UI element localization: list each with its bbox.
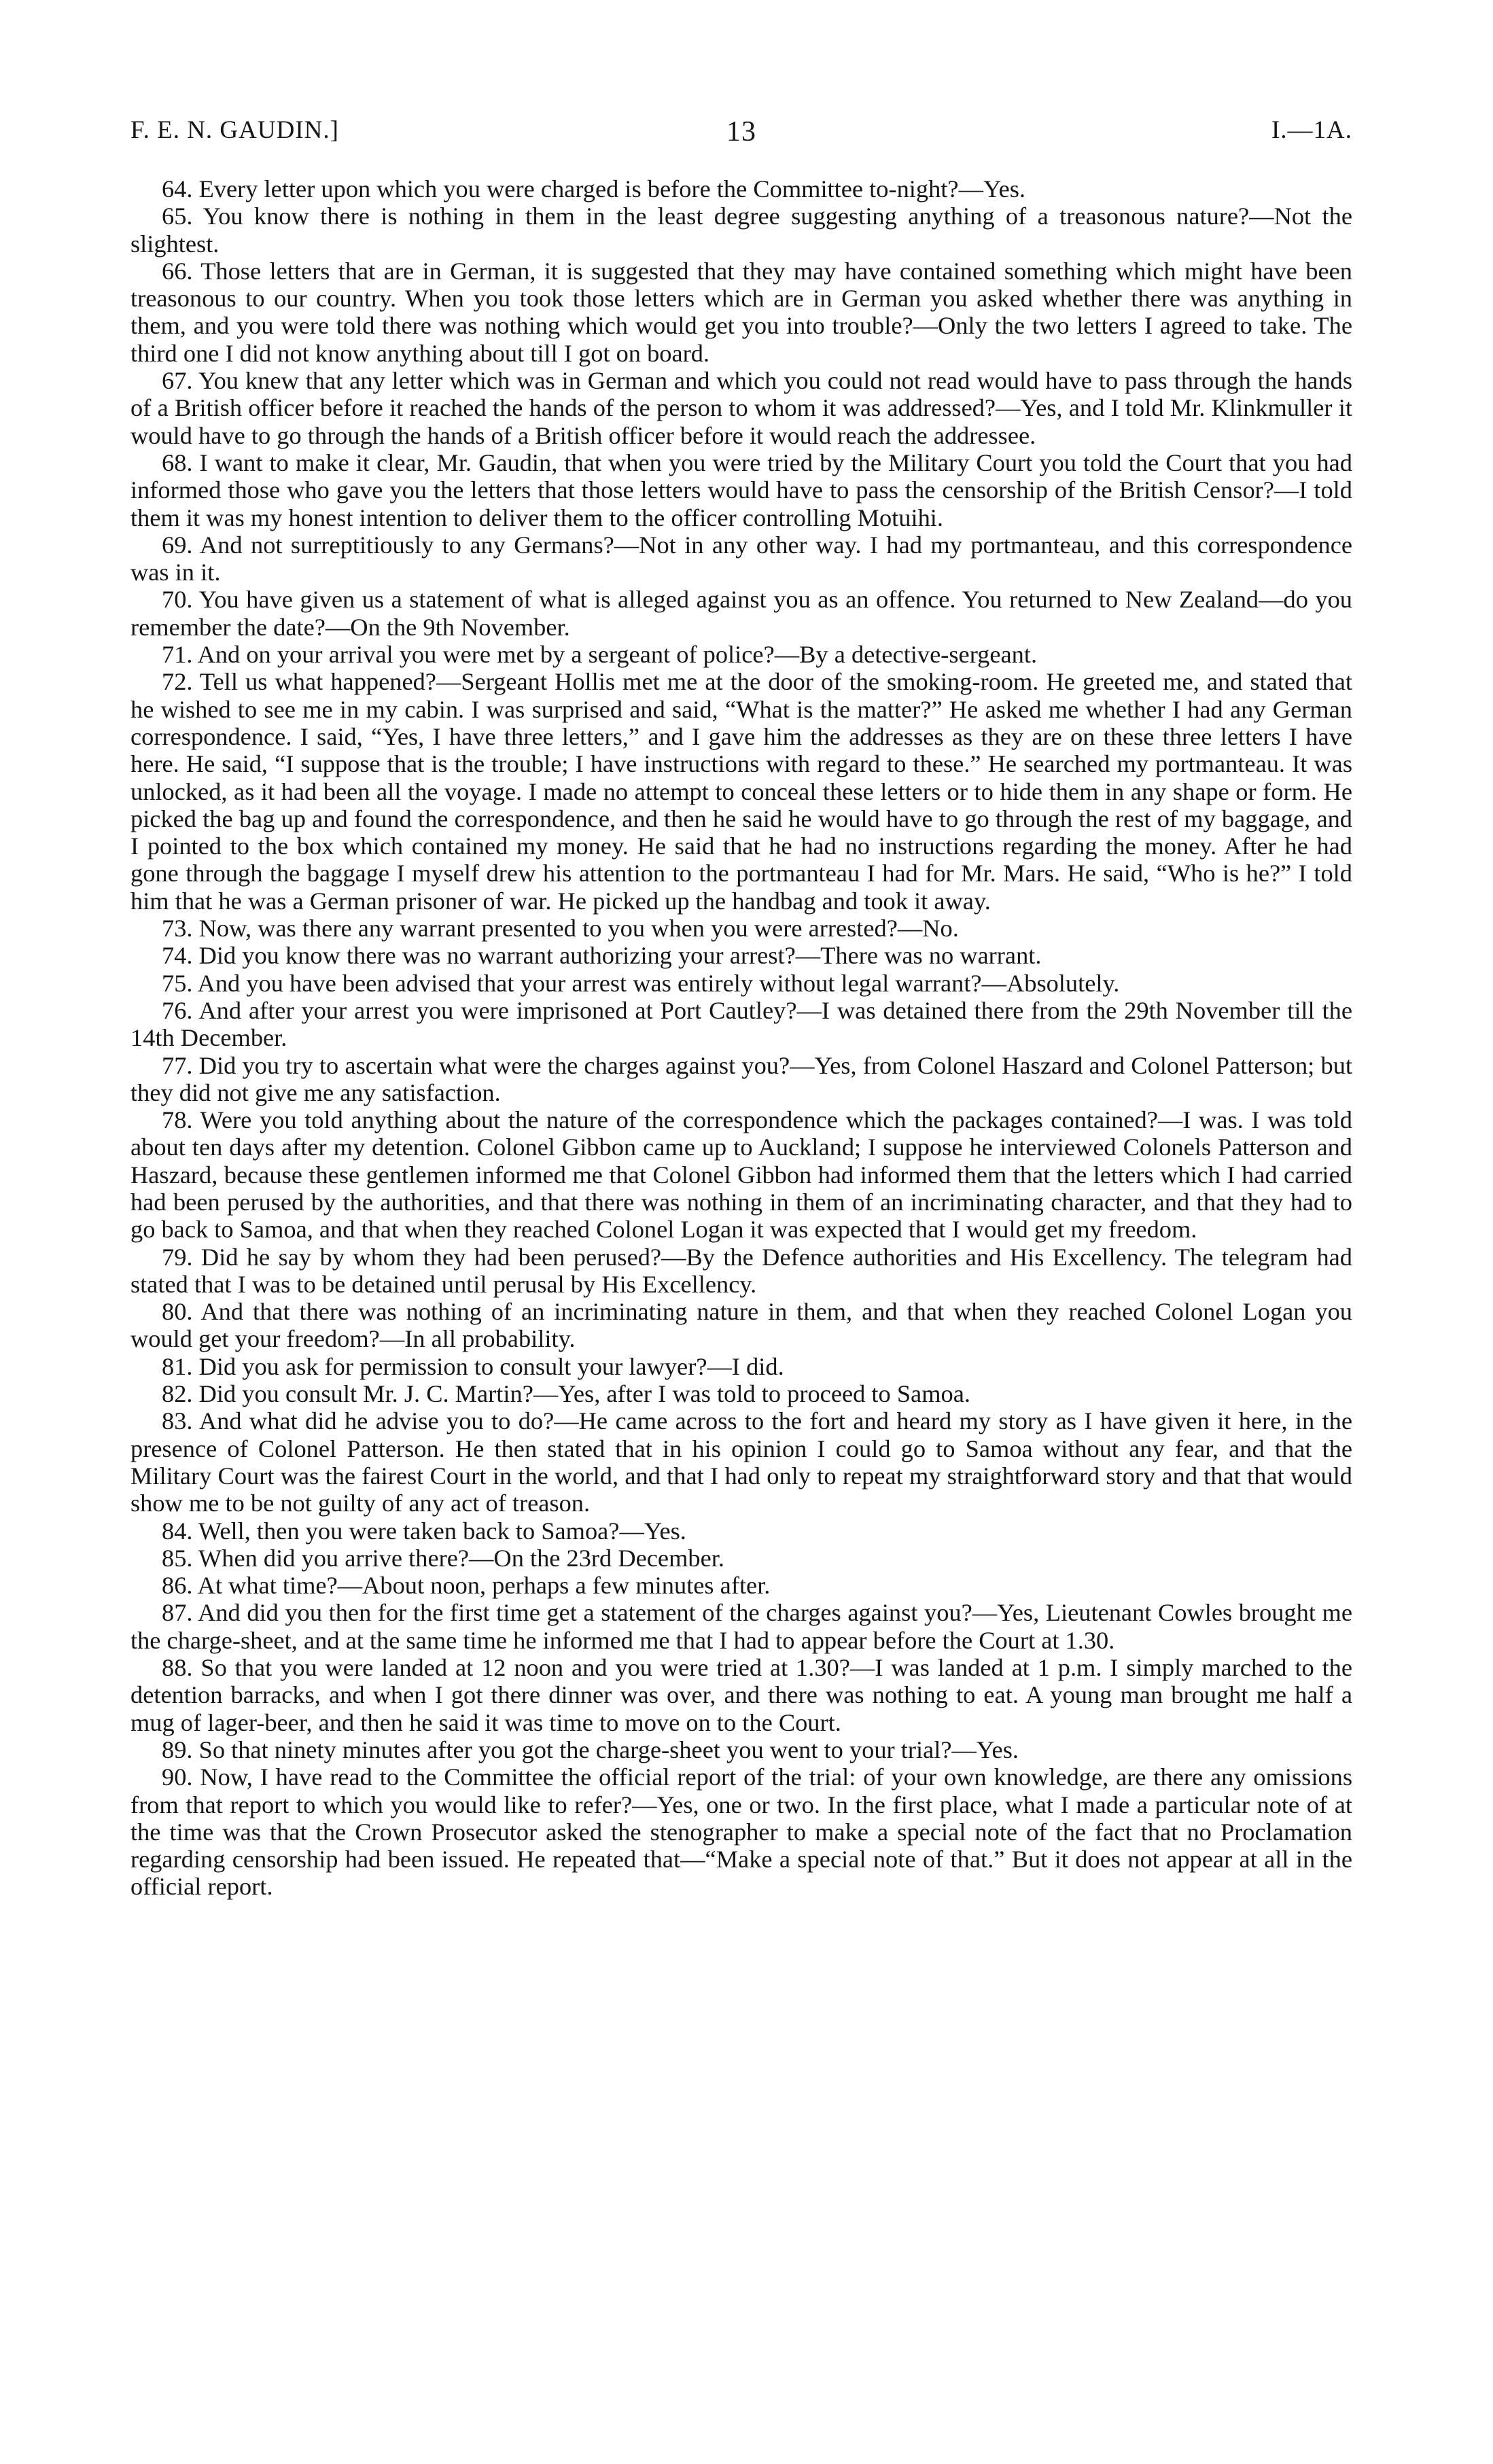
question-87: 87. And did you then for the first time get a statement of the charges against you?—Yes, Lieutenant Cowles brought me the charge-sheet, and at the same time he informed me that I had to appear before the Court at 1.30. [130, 1599, 1352, 1654]
question-78: 78. Were you told anything about the nature of the correspondence which the packages contained?—I was. I was told about ten days after my detention. Colonel Gibbon came up to Auckland; I suppose he interviewed Colonels Patterson and Haszard, because these gentlemen informed me that Colonel Gibbon had informed them that the letters which I had carried had been perused by the authorities, and that there was nothing in them of an incriminating character, and that they had to go back to Samoa, and that when they reached Colonel Logan it was expected that I would get my freedom. [130, 1106, 1352, 1244]
question-75: 75. And you have been advised that your arrest was entirely without legal warrant?—Absolutely. [162, 969, 1120, 997]
question-74: 74. Did you know there was no warrant authorizing your arrest?—There was no warrant. [162, 942, 1042, 970]
testimony-body [130, 175, 1352, 1901]
question-86: 86. At what time?—About noon, perhaps a few minutes after. [162, 1572, 771, 1600]
question-76: 76. And after your arrest you were imprisoned at Port Cautley?—I was detained there from the 29th November till the 14th December. [130, 996, 1352, 1052]
question-67: 67. You knew that any letter which was in German and which you could not read would have to pass through the hands of a British officer before it reached the hands of the person to whom it was addressed?—Yes, and I told Mr. Klinkmuller it would have to go through the hands of a British officer before it would reach the addressee. [130, 367, 1352, 449]
page-number: 13 [726, 116, 756, 147]
question-71: 71. And on your arrival you were met by a sergeant of police?—By a detective-sergeant. [162, 641, 1038, 669]
question-88: 88. So that you were landed at 12 noon and you were tried at 1.30?—I was landed at 1 p.m. I simply marched to the detention barracks, and when I got there dinner was over, and there was nothing to eat. A young man brought me half a mug of lager-beer, and then he said it was time to move on to the Court. [130, 1654, 1352, 1736]
document-page [130, 116, 1352, 1901]
question-65: 65. You know there is nothing in them in the least degree suggesting anything of a treasonous nature?—Not the slightest. [130, 203, 1352, 258]
question-85: 85. When did you arrive there?—On the 23rd December. [162, 1544, 724, 1572]
question-77: 77. Did you try to ascertain what were the charges against you?—Yes, from Colonel Haszard and Colonel Patterson; but they did not give me any satisfaction. [130, 1051, 1352, 1106]
question-79: 79. Did he say by whom they had been perused?—By the Defence authorities and His Excellency. The telegram had stated that I was to be detained until perusal by His Excellency. [130, 1243, 1352, 1298]
question-84: 84. Well, then you were taken back to Samoa?—Yes. [162, 1517, 686, 1545]
question-89: 89. So that ninety minutes after you got the charge-sheet you went to your trial?—Yes. [162, 1736, 1019, 1763]
running-header [130, 116, 1352, 159]
question-82: 82. Did you consult Mr. J. C. Martin?—Yes, after I was told to proceed to Samoa. [162, 1380, 970, 1408]
question-80: 80. And that there was nothing of an incriminating nature in them, and that when they reached Colonel Logan you would get your freedom?—In all probability. [130, 1298, 1352, 1353]
question-73: 73. Now, was there any warrant presented to you when you were arrested?—No. [162, 915, 959, 943]
question-66: 66. Those letters that are in German, it is suggested that they may have contained something which might have been treasonous to our country. When you took those letters which are in German you asked whether there was anything in them, and you were told there was nothing which would get you into trouble?—Only the two letters I agreed to take. The third one I did not know anything about till I got on board. [130, 257, 1352, 367]
question-83: 83. And what did he advise you to do?—He came across to the fort and heard my story as I have given it here, in the presence of Colonel Patterson. He then stated that in his opinion I could go to Samoa without any fear, and that the Military Court was the fairest Court in the world, and that I had only to repeat my straightforward story and that that would show me to be not guilty of any act of treason. [130, 1407, 1352, 1517]
header-witness-name: F. E. N. GAUDIN.] [130, 116, 339, 144]
question-90: 90. Now, I have read to the Committee the official report of the trial: of your own knowledge, are there any omissions from that report to which you would like to refer?—Yes, one or two. In the first place, what I made a particular note of at the time was that the Crown Prosecutor asked the stenographer to make a special note of the fact that no Proclamation regarding censorship had been issued. He repeated that—“Make a special note of that.” But it does not appear at all in the official report. [130, 1763, 1352, 1901]
question-64: 64. Every letter upon which you were charged is before the Committee to-night?—Yes. [162, 175, 1026, 203]
question-68: 68. I want to make it clear, Mr. Gaudin, that when you were tried by the Military Court you told the Court that you had informed those who gave you the letters that those letters would have to pass the censorship of the British Censor?—I told them it was my honest intention to deliver them to the officer controlling Motuihi. [130, 448, 1352, 531]
question-72: 72. Tell us what happened?—Sergeant Hollis met me at the door of the smoking-room. He greeted me, and stated that he wished to see me in my cabin. I was surprised and said, “What is the matter?” He asked me whether I had any German correspondence. I said, “Yes, I have three letters,” and I gave him the addresses as they are on these three letters I have here. He said, “I suppose that is the trouble; I have instructions with regard to these.” He searched my portmanteau. It was unlocked, as it had been all the voyage. I made no attempt to conceal these letters or to hide them in any shape or form. He picked the bag up and found the correspondence, and then he said he would have to go through the rest of my baggage, and I pointed to the box which contained my money. He said that he had no instructions regarding the money. After he had gone through the baggage I myself drew his attention to the portmanteau I had for Mr. Mars. He said, “Who is he?” I told him that he was a German prisoner of war. He picked up the handbag and took it away. [130, 668, 1352, 915]
question-81: 81. Did you ask for permission to consult your lawyer?—I did. [162, 1352, 784, 1380]
question-70: 70. You have given us a statement of what is alleged against you as an offence. You returned to New Zealand—do you remember the date?—On the 9th November. [130, 586, 1352, 641]
header-paper-reference: I.—1A. [1271, 116, 1352, 144]
question-69: 69. And not surreptitiously to any Germans?—Not in any other way. I had my portmanteau, and this correspondence was in it. [130, 531, 1352, 586]
